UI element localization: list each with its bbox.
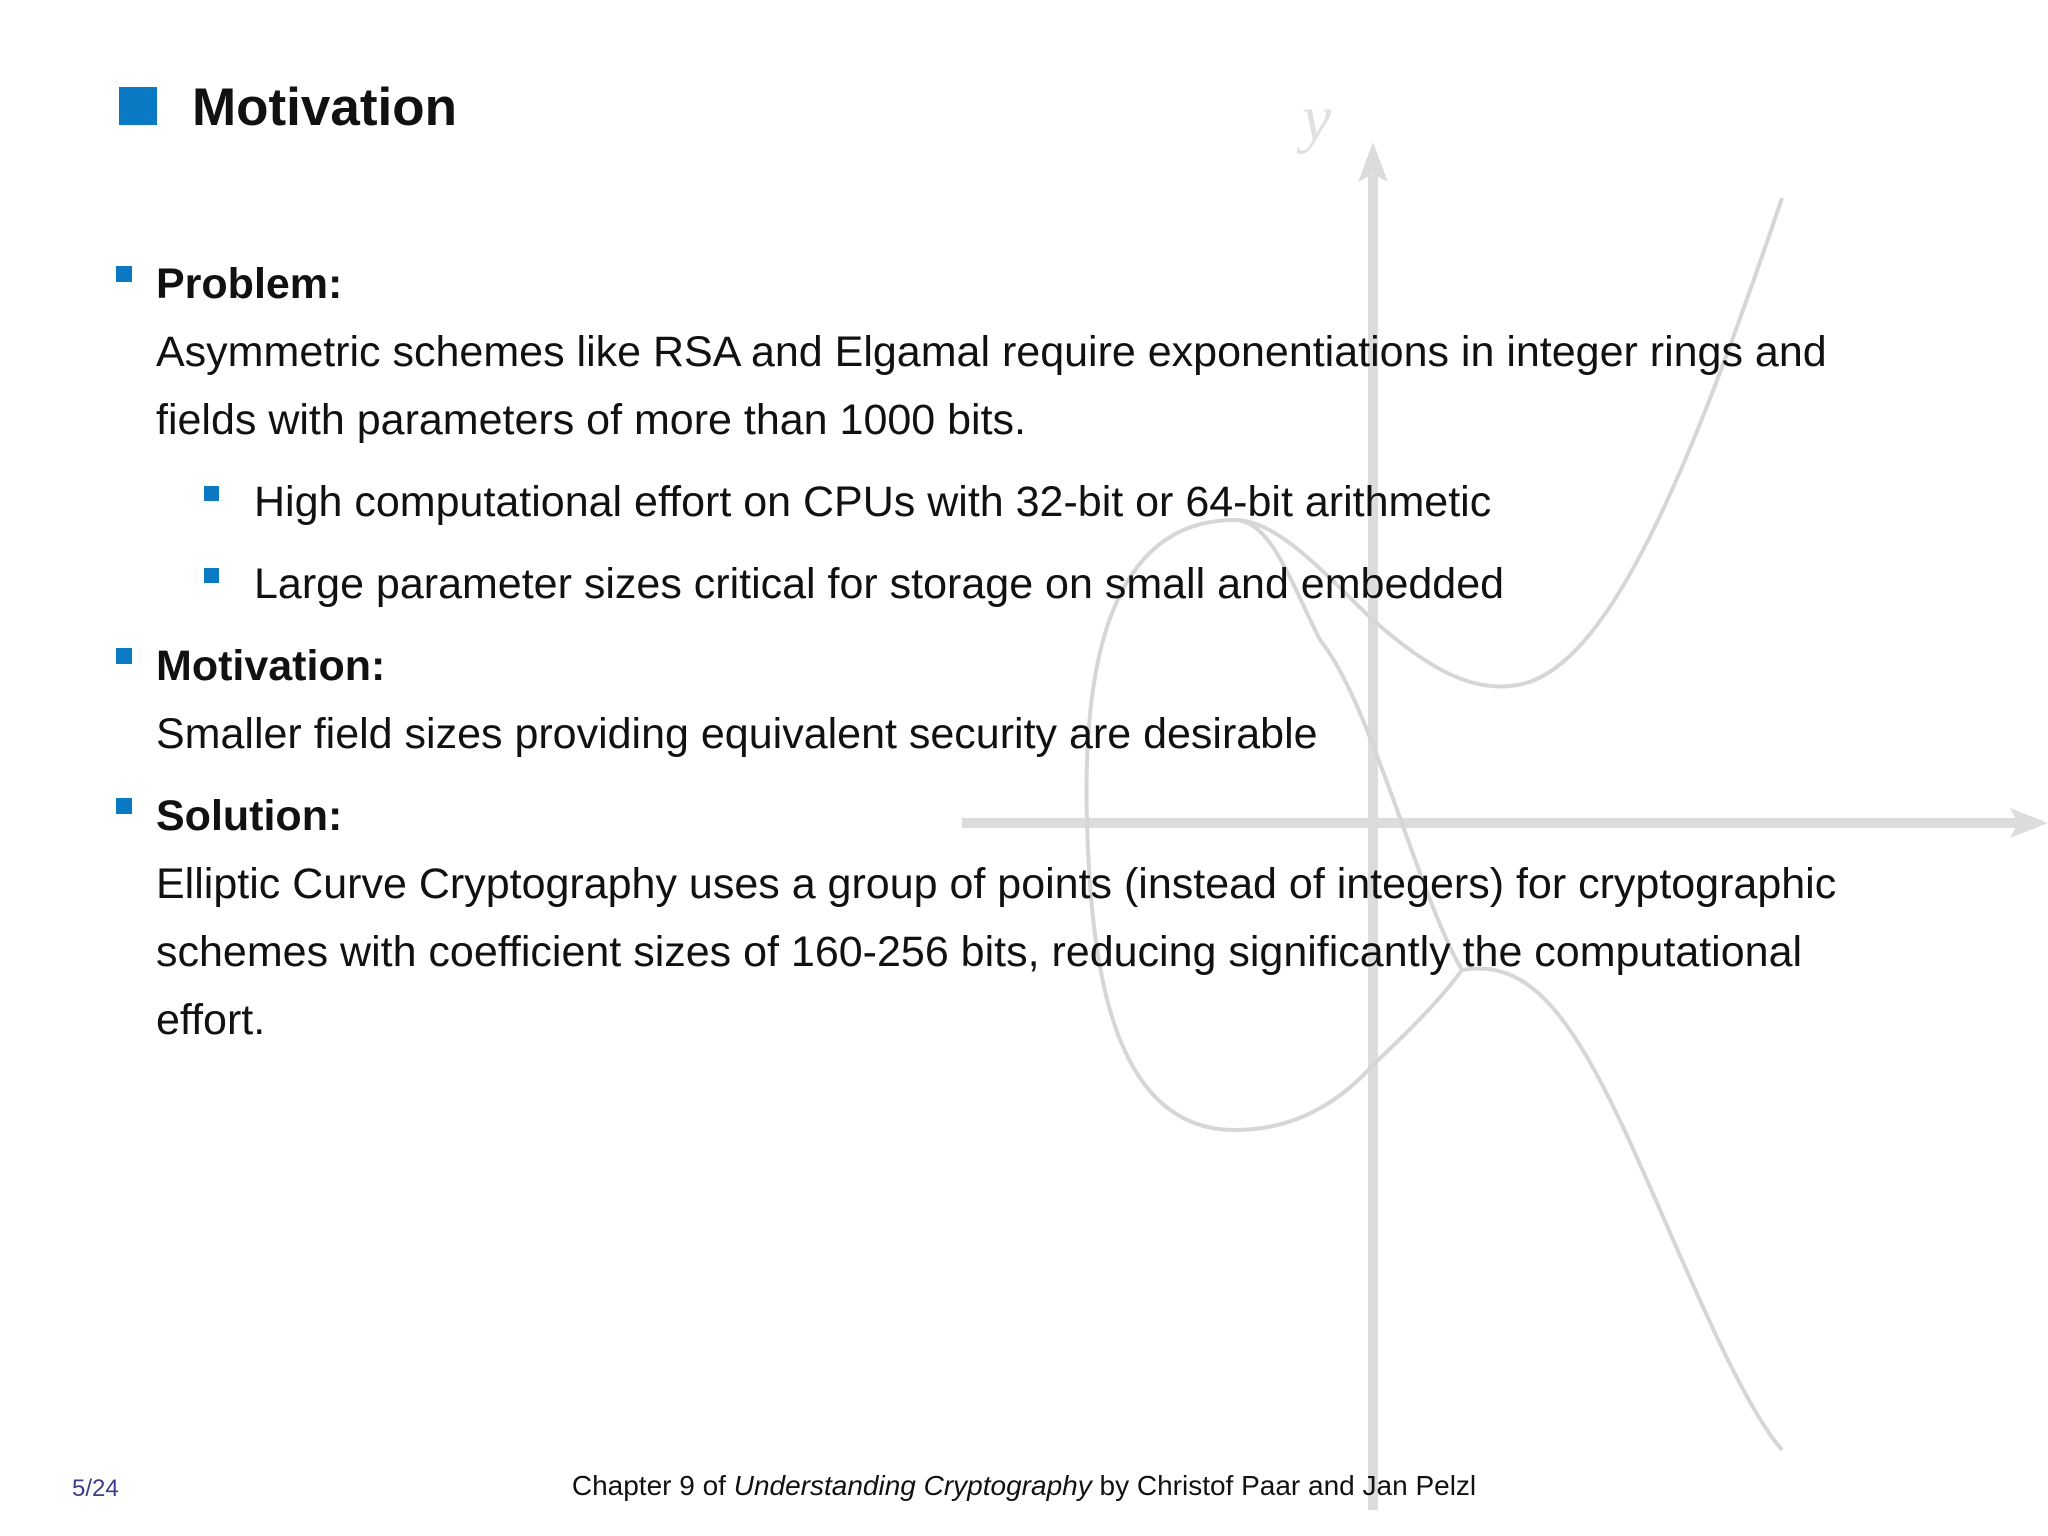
motivation-section — [156, 636, 1956, 696]
problem-line-1: Asymmetric schemes like RSA and Elgamal require exponentiations in integer rings and — [156, 328, 1827, 376]
motivation-text — [156, 700, 1956, 768]
problem-section — [156, 254, 1956, 314]
sub-bullet-square-icon — [204, 568, 219, 583]
problem-sub-bullet-2 — [254, 554, 1954, 614]
problem-heading: Problem: — [156, 260, 343, 308]
slide-title: Motivation — [192, 78, 457, 137]
title-bullet-icon — [119, 87, 157, 125]
footer-book-title: Understanding Cryptography — [733, 1470, 1092, 1501]
footer-suffix: by Christof Paar and Jan Pelzl — [1091, 1470, 1477, 1501]
solution-heading: Solution: — [156, 792, 343, 840]
motivation-line-1: Smaller field sizes providing equivalent security are desirable — [156, 710, 1318, 758]
footer-prefix: Chapter 9 of — [571, 1470, 734, 1501]
solution-line-1: Elliptic Curve Cryptography uses a group of points (instead of integers) for cryptographic — [156, 860, 1837, 908]
sub-bullet-text: High computational effort on CPUs with 32-bit or 64-bit arithmetic — [254, 478, 1492, 526]
sub-bullet-text: Large parameter sizes critical for storage on small and embedded — [254, 560, 1505, 608]
solution-line-3: effort. — [156, 996, 266, 1044]
footer-citation — [0, 1470, 2048, 1502]
solution-line-2: schemes with coefficient sizes of 160-256 bits, reducing significantly the computational — [156, 928, 1803, 976]
solution-section — [156, 786, 1956, 846]
problem-text — [156, 318, 1956, 454]
problem-sub-bullet-1 — [254, 472, 1954, 532]
sub-bullet-square-icon — [204, 486, 219, 501]
y-axis-label: y — [1302, 82, 1332, 155]
bullet-square-icon — [116, 648, 132, 664]
bullet-square-icon — [116, 798, 132, 814]
bullet-square-icon — [116, 266, 132, 282]
problem-line-2: fields with parameters of more than 1000 bits. — [156, 396, 1026, 444]
page-number: 5/24 — [72, 1475, 119, 1502]
solution-text — [156, 850, 1956, 1054]
motivation-heading: Motivation: — [156, 642, 386, 690]
